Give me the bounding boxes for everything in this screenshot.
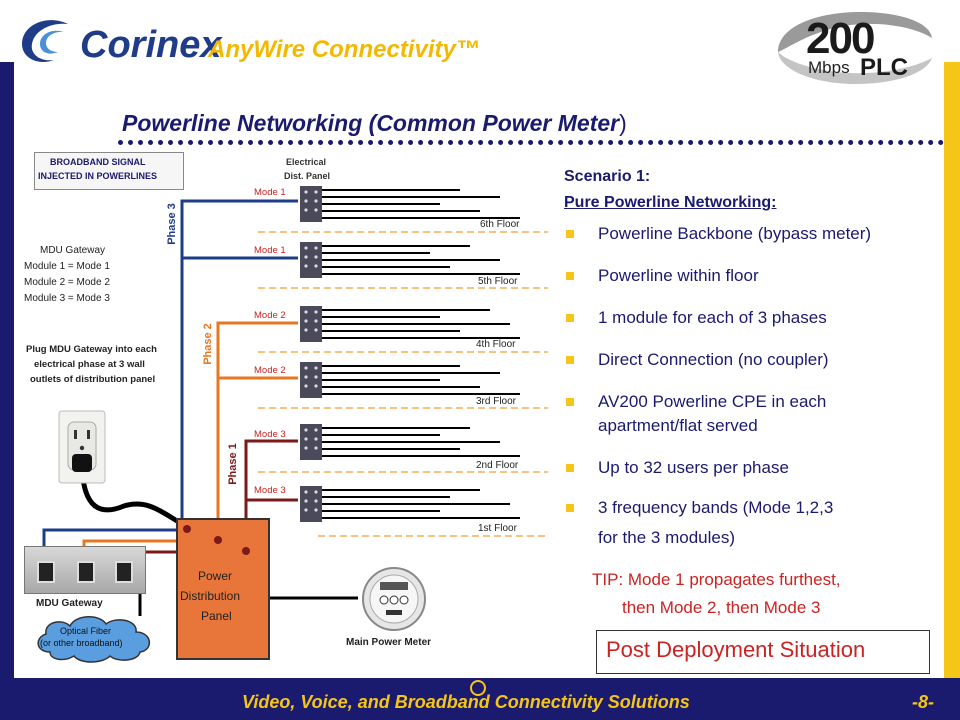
panel-label-line2: Dist. Panel bbox=[284, 171, 331, 181]
bullet-text: 1 module for each of 3 phases bbox=[598, 308, 827, 327]
mode-label: Mode 2 bbox=[254, 310, 286, 321]
panel-label-line1: Electrical bbox=[286, 157, 327, 167]
bullet-text: Up to 32 users per phase bbox=[598, 458, 789, 477]
floor-label: 5th Floor bbox=[478, 276, 518, 287]
power-meter-icon bbox=[358, 566, 430, 632]
bullet-square-icon bbox=[566, 504, 574, 512]
floor-label: 6th Floor bbox=[480, 219, 520, 230]
main-meter-label: Main Power Meter bbox=[346, 637, 432, 648]
tip-line2: then Mode 2, then Mode 3 bbox=[622, 598, 821, 617]
scenario-heading: Scenario 1: bbox=[564, 168, 651, 185]
bullet-text: 3 frequency bands (Mode 1,2,3 bbox=[598, 498, 834, 517]
bullet-square-icon bbox=[566, 464, 574, 472]
badge-unit: Mbps bbox=[808, 58, 850, 77]
bullet-square-icon bbox=[566, 272, 574, 280]
footer-text: Video, Voice, and Broadband Connectivity Solutions bbox=[242, 692, 690, 712]
brand-tagline: AnyWire Connectivity™ bbox=[208, 36, 480, 63]
post-deployment-text: Post Deployment Situation bbox=[606, 637, 866, 662]
bullet-text: Powerline within floor bbox=[598, 266, 759, 285]
floor-label: 1st Floor bbox=[478, 523, 517, 534]
mdu-gateway-label: MDU Gateway bbox=[36, 598, 103, 609]
bullet-text: AV200 Powerline CPE in each bbox=[598, 392, 827, 411]
mode-label: Mode 1 bbox=[254, 187, 286, 198]
signal-box-line2: INJECTED IN POWERLINES bbox=[38, 171, 158, 181]
brand-name: Corinex bbox=[80, 24, 222, 66]
floor-label: 4th Floor bbox=[476, 339, 516, 350]
bullet-square-icon bbox=[566, 230, 574, 238]
gateway-module-line: MDU Gateway bbox=[40, 245, 106, 256]
tip-line1: TIP: Mode 1 propagates furthest, bbox=[592, 570, 841, 589]
floor-label: 3rd Floor bbox=[476, 396, 517, 407]
badge-tech: PLC bbox=[860, 54, 908, 81]
power-panel-line1: Power bbox=[198, 569, 233, 583]
bullet-text: Powerline Backbone (bypass meter) bbox=[598, 224, 872, 243]
gateway-module-line: Module 2 = Mode 2 bbox=[24, 277, 110, 288]
panel-node bbox=[183, 525, 191, 533]
plug-instruction-line: Plug MDU Gateway into each bbox=[26, 344, 157, 355]
bullet-square-icon bbox=[566, 398, 574, 406]
fiber-label-line1: Optical Fiber bbox=[60, 626, 112, 636]
bullet-text: Direct Connection (no coupler) bbox=[598, 350, 829, 369]
panel-node bbox=[242, 547, 250, 555]
bullet-square-icon bbox=[566, 314, 574, 322]
slide-title-main: Powerline Networking (Common Power Meter bbox=[122, 110, 620, 136]
plug-instruction-line: outlets of distribution panel bbox=[30, 374, 156, 385]
power-panel-line2: Distribution bbox=[180, 589, 241, 603]
plug-instruction-line: electrical phase at 3 wall bbox=[34, 359, 145, 370]
scenario-subheading: Pure Powerline Networking: bbox=[564, 194, 777, 211]
gateway-module-line: Module 1 = Mode 1 bbox=[24, 261, 110, 272]
wall-outlet-icon bbox=[58, 410, 106, 484]
bullet-square-icon bbox=[566, 356, 574, 364]
mdu-gateway-device bbox=[24, 546, 146, 594]
badge-number: 200 bbox=[806, 14, 874, 63]
slide-title-paren: ) bbox=[619, 110, 627, 136]
mode-label: Mode 3 bbox=[254, 429, 286, 440]
mode-label: Mode 3 bbox=[254, 485, 286, 496]
gateway-module-icon bbox=[37, 561, 55, 583]
footer-page-number: -8- bbox=[912, 692, 934, 712]
panel-node bbox=[214, 536, 222, 544]
fiber-label-line2: (or other broadband) bbox=[40, 638, 123, 648]
mode-label: Mode 1 bbox=[254, 245, 286, 256]
gateway-module-icon bbox=[77, 561, 95, 583]
phase2-label: Phase 2 bbox=[201, 323, 214, 365]
gateway-module-line: Module 3 = Mode 3 bbox=[24, 293, 110, 304]
signal-box-line1: BROADBAND SIGNAL bbox=[50, 157, 146, 167]
mode-label: Mode 2 bbox=[254, 365, 286, 376]
power-panel-line3: Panel bbox=[201, 609, 232, 623]
bullet-text: for the 3 modules) bbox=[598, 528, 736, 547]
phase1-label: Phase 1 bbox=[226, 443, 239, 485]
floor-label: 2nd Floor bbox=[476, 460, 519, 471]
phase3-label: Phase 3 bbox=[165, 203, 178, 245]
gateway-module-icon bbox=[115, 561, 133, 583]
bullet-text: apartment/flat served bbox=[598, 416, 758, 435]
